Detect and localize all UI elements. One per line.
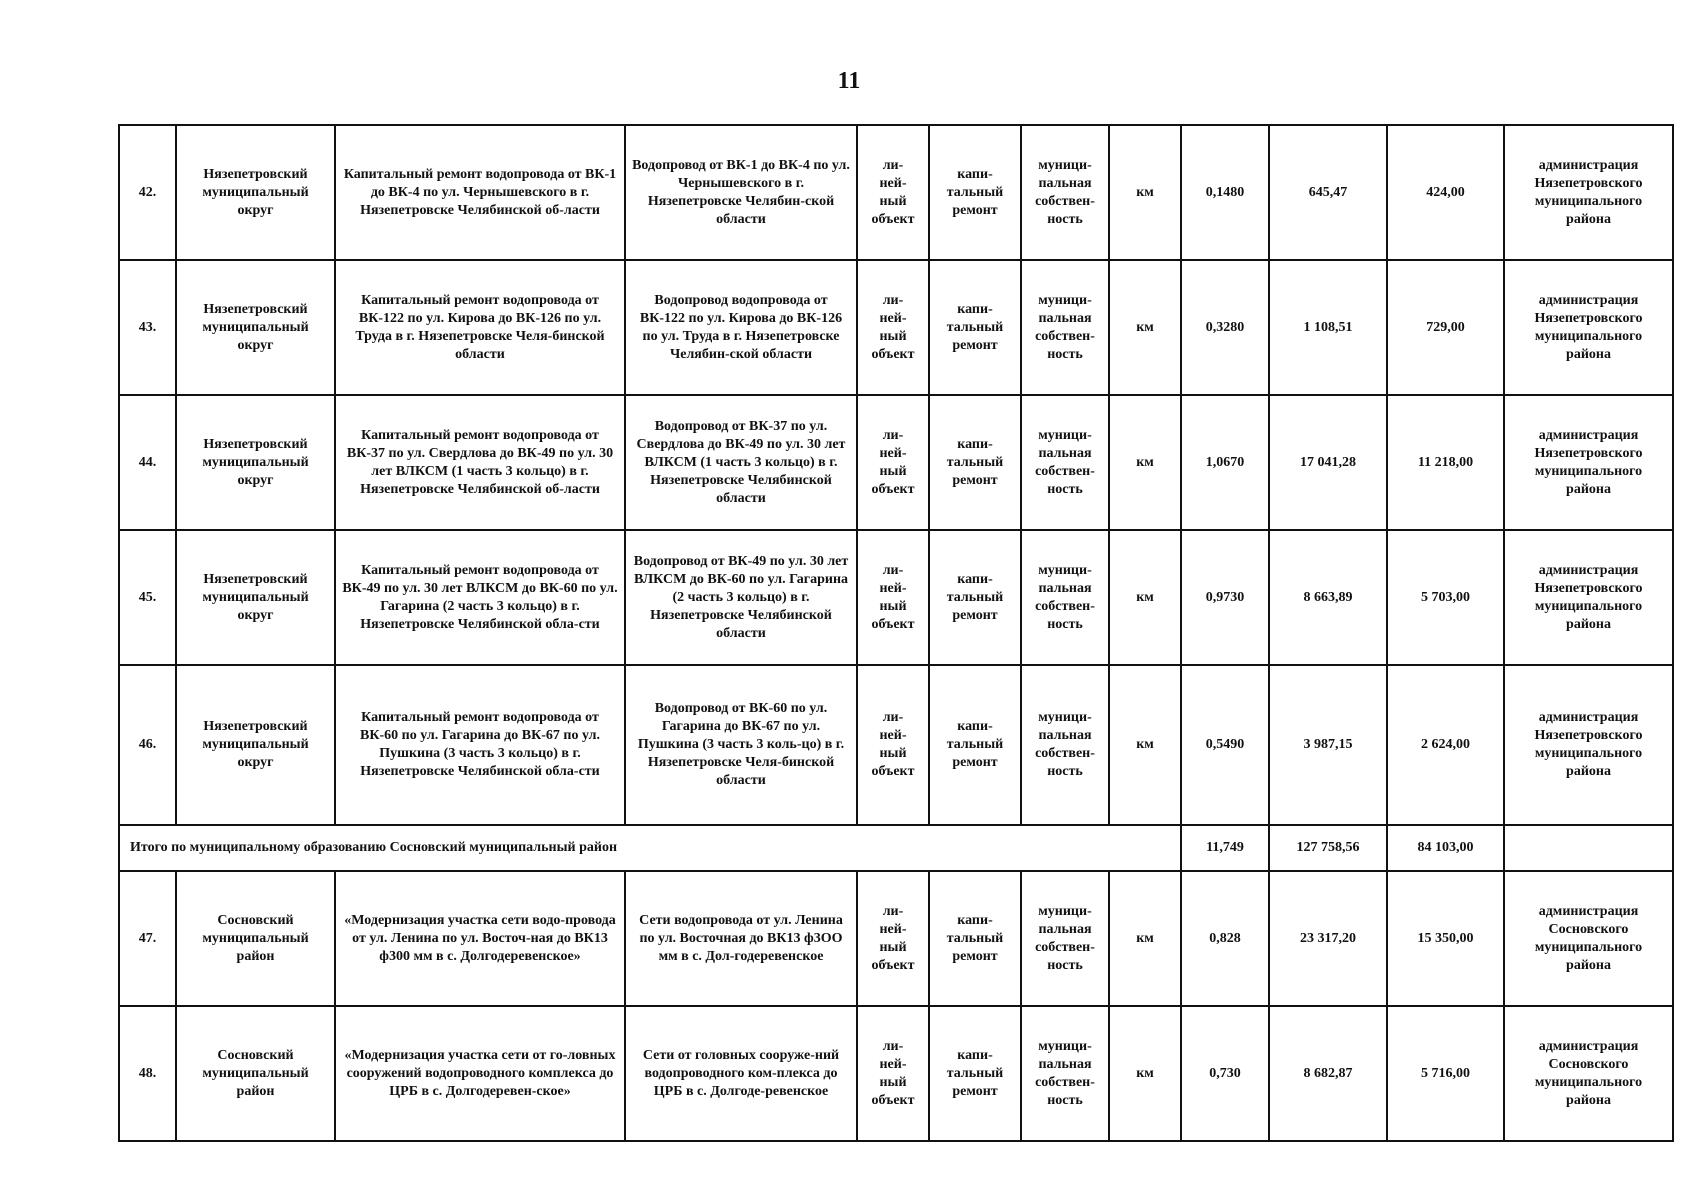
cost-total-cell: 8 682,87 bbox=[1269, 1006, 1387, 1141]
district-cell: Нязепетровский муниципальный округ bbox=[176, 260, 335, 395]
customer-cell: администрация Нязепетровского муниципального района bbox=[1504, 665, 1673, 825]
length-cell: 0,9730 bbox=[1181, 530, 1269, 665]
object-type-cell: ли- ней- ный объект bbox=[857, 665, 929, 825]
table-row bbox=[119, 871, 1673, 1006]
cost-part-cell: 729,00 bbox=[1387, 260, 1504, 395]
object-cell: Сети от головных сооруже-ний водопроводного ком-плекса до ЦРБ в с. Долгоде-ревенское bbox=[625, 1006, 857, 1141]
unit-cell: км bbox=[1109, 395, 1181, 530]
subtotal-empty bbox=[1504, 825, 1673, 871]
length-cell: 0,828 bbox=[1181, 871, 1269, 1006]
district-cell: Нязепетровский муниципальный округ bbox=[176, 395, 335, 530]
project-name-cell: «Модернизация участка сети от го-ловных сооружений водопроводного комплекса до ЦРБ в с. Долгодеревен-ское» bbox=[335, 1006, 625, 1141]
district-cell: Сосновский муниципальный район bbox=[176, 871, 335, 1006]
cost-part-cell: 5 716,00 bbox=[1387, 1006, 1504, 1141]
work-type-cell: капи- тальный ремонт bbox=[929, 125, 1021, 260]
cost-part-cell: 15 350,00 bbox=[1387, 871, 1504, 1006]
work-type-cell: капи- тальный ремонт bbox=[929, 1006, 1021, 1141]
work-type-cell: капи- тальный ремонт bbox=[929, 530, 1021, 665]
ownership-cell: муници- пальная собствен- ность bbox=[1021, 125, 1109, 260]
cost-total-cell: 17 041,28 bbox=[1269, 395, 1387, 530]
object-type-cell: ли- ней- ный объект bbox=[857, 125, 929, 260]
subtotal-label: Итого по муниципальному образованию Сосновский муниципальный район bbox=[119, 825, 1181, 871]
customer-cell: администрация Нязепетровского муниципального района bbox=[1504, 395, 1673, 530]
length-cell: 0,1480 bbox=[1181, 125, 1269, 260]
ownership-cell: муници- пальная собствен- ность bbox=[1021, 1006, 1109, 1141]
row-number: 46. bbox=[119, 665, 176, 825]
object-type-cell: ли- ней- ный объект bbox=[857, 871, 929, 1006]
page-number: 11 bbox=[837, 68, 861, 94]
row-number: 44. bbox=[119, 395, 176, 530]
table-row bbox=[119, 395, 1673, 530]
subtotal-cost-total: 127 758,56 bbox=[1269, 825, 1387, 871]
work-type-cell: капи- тальный ремонт bbox=[929, 395, 1021, 530]
project-name-cell: Капитальный ремонт водопровода от ВК-37 по ул. Свердлова до ВК-49 по ул. 30 лет ВЛКСМ (1 часть 3 кольцо) в г. Нязепетровске Челябинской об-ласти bbox=[335, 395, 625, 530]
unit-cell: км bbox=[1109, 1006, 1181, 1141]
unit-cell: км bbox=[1109, 871, 1181, 1006]
table-row bbox=[119, 530, 1673, 665]
row-number: 45. bbox=[119, 530, 176, 665]
customer-cell: администрация Сосновского муниципального района bbox=[1504, 871, 1673, 1006]
project-name-cell: Капитальный ремонт водопровода от ВК-49 по ул. 30 лет ВЛКСМ до ВК-60 по ул. Гагарина (2 часть 3 кольцо) в г. Нязепетровске Челябинской обла-сти bbox=[335, 530, 625, 665]
district-cell: Нязепетровский муниципальный округ bbox=[176, 530, 335, 665]
district-cell: Нязепетровский муниципальный округ bbox=[176, 665, 335, 825]
table-row bbox=[119, 260, 1673, 395]
unit-cell: км bbox=[1109, 665, 1181, 825]
unit-cell: км bbox=[1109, 125, 1181, 260]
object-cell: Водопровод от ВК-1 до ВК-4 по ул. Чернышевского в г. Нязепетровске Челябин-ской области bbox=[625, 125, 857, 260]
subtotal-cost-part: 84 103,00 bbox=[1387, 825, 1504, 871]
object-cell: Водопровод от ВК-49 по ул. 30 лет ВЛКСМ до ВК-60 по ул. Гагарина (2 часть 3 кольцо) в г. Нязепетровске Челябинской области bbox=[625, 530, 857, 665]
table-row bbox=[119, 125, 1673, 260]
investment-table bbox=[118, 124, 1674, 1142]
row-number: 48. bbox=[119, 1006, 176, 1141]
cost-total-cell: 8 663,89 bbox=[1269, 530, 1387, 665]
length-cell: 0,730 bbox=[1181, 1006, 1269, 1141]
ownership-cell: муници- пальная собствен- ность bbox=[1021, 665, 1109, 825]
object-cell: Водопровод от ВК-37 по ул. Свердлова до ВК-49 по ул. 30 лет ВЛКСМ (1 часть 3 кольцо) в г. Нязепетровске Челябинской области bbox=[625, 395, 857, 530]
customer-cell: администрация Нязепетровского муниципального района bbox=[1504, 530, 1673, 665]
object-cell: Сети водопровода от ул. Ленина по ул. Восточная до ВК13 ф3ОО мм в с. Дол-годеревенское bbox=[625, 871, 857, 1006]
cost-total-cell: 1 108,51 bbox=[1269, 260, 1387, 395]
row-number: 42. bbox=[119, 125, 176, 260]
project-name-cell: «Модернизация участка сети водо-провода от ул. Ленина по ул. Восточ-ная до ВК13 ф300 мм в с. Долгодеревенское» bbox=[335, 871, 625, 1006]
ownership-cell: муници- пальная собствен- ность bbox=[1021, 395, 1109, 530]
work-type-cell: капи- тальный ремонт bbox=[929, 260, 1021, 395]
object-type-cell: ли- ней- ный объект bbox=[857, 530, 929, 665]
cost-total-cell: 645,47 bbox=[1269, 125, 1387, 260]
table-row bbox=[119, 665, 1673, 825]
cost-part-cell: 424,00 bbox=[1387, 125, 1504, 260]
table-row bbox=[119, 1006, 1673, 1141]
length-cell: 0,3280 bbox=[1181, 260, 1269, 395]
ownership-cell: муници- пальная собствен- ность bbox=[1021, 530, 1109, 665]
unit-cell: км bbox=[1109, 260, 1181, 395]
cost-total-cell: 23 317,20 bbox=[1269, 871, 1387, 1006]
customer-cell: администрация Нязепетровского муниципального района bbox=[1504, 260, 1673, 395]
object-cell: Водопровод водопровода от ВК-122 по ул. Кирова до ВК-126 по ул. Труда в г. Нязепетровске Челябин-ской области bbox=[625, 260, 857, 395]
district-cell: Сосновский муниципальный район bbox=[176, 1006, 335, 1141]
cost-part-cell: 2 624,00 bbox=[1387, 665, 1504, 825]
object-type-cell: ли- ней- ный объект bbox=[857, 395, 929, 530]
ownership-cell: муници- пальная собствен- ность bbox=[1021, 260, 1109, 395]
row-number: 43. bbox=[119, 260, 176, 395]
length-cell: 1,0670 bbox=[1181, 395, 1269, 530]
project-name-cell: Капитальный ремонт водопровода от ВК-122 по ул. Кирова до ВК-126 по ул. Труда в г. Нязепетровске Челя-бинской области bbox=[335, 260, 625, 395]
customer-cell: администрация Нязепетровского муниципального района bbox=[1504, 125, 1673, 260]
district-cell: Нязепетровский муниципальный округ bbox=[176, 125, 335, 260]
project-name-cell: Капитальный ремонт водопровода от ВК-1 до ВК-4 по ул. Чернышевского в г. Нязепетровске Челябинской об-ласти bbox=[335, 125, 625, 260]
length-cell: 0,5490 bbox=[1181, 665, 1269, 825]
cost-part-cell: 11 218,00 bbox=[1387, 395, 1504, 530]
subtotal-length: 11,749 bbox=[1181, 825, 1269, 871]
unit-cell: км bbox=[1109, 530, 1181, 665]
cost-total-cell: 3 987,15 bbox=[1269, 665, 1387, 825]
subtotal-row bbox=[119, 825, 1673, 871]
row-number: 47. bbox=[119, 871, 176, 1006]
object-type-cell: ли- ней- ный объект bbox=[857, 260, 929, 395]
customer-cell: администрация Сосновского муниципального района bbox=[1504, 1006, 1673, 1141]
cost-part-cell: 5 703,00 bbox=[1387, 530, 1504, 665]
ownership-cell: муници- пальная собствен- ность bbox=[1021, 871, 1109, 1006]
work-type-cell: капи- тальный ремонт bbox=[929, 665, 1021, 825]
object-cell: Водопровод от ВК-60 по ул. Гагарина до ВК-67 по ул. Пушкина (3 часть 3 коль-цо) в г. Нязепетровске Челя-бинской области bbox=[625, 665, 857, 825]
object-type-cell: ли- ней- ный объект bbox=[857, 1006, 929, 1141]
project-name-cell: Капитальный ремонт водопровода от ВК-60 по ул. Гагарина до ВК-67 по ул. Пушкина (3 часть 3 кольцо) в г. Нязепетровске Челябинской обла-сти bbox=[335, 665, 625, 825]
work-type-cell: капи- тальный ремонт bbox=[929, 871, 1021, 1006]
